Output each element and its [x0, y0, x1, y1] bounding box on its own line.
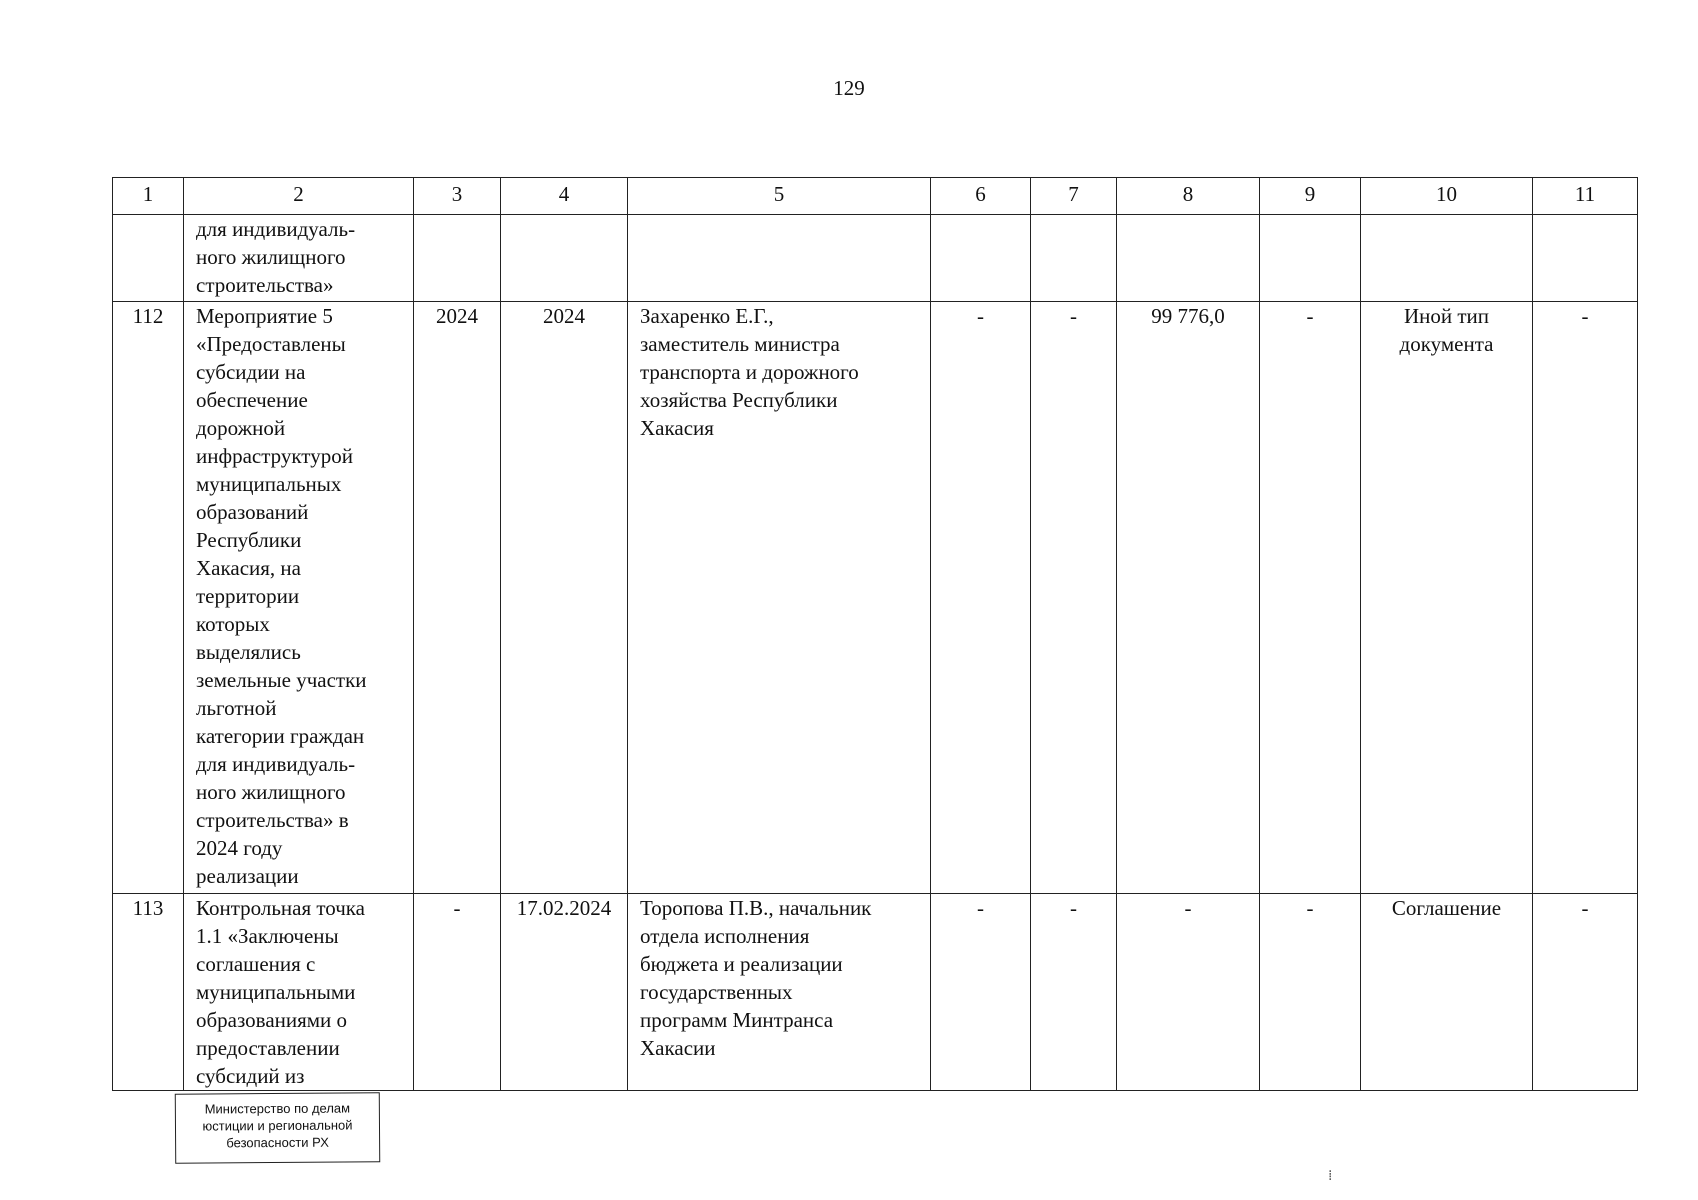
table-row: [113, 302, 1638, 894]
header-cell: 9: [1260, 178, 1361, 215]
cell-line: Хакасия: [640, 416, 714, 440]
cell-line: выделялись: [196, 640, 301, 664]
stamp-line: Министерство по делам: [204, 1100, 351, 1117]
cell-line: соглашения с: [196, 952, 316, 976]
end-date-cell: 2024: [501, 302, 628, 894]
cell-line: реализации: [196, 864, 299, 888]
empty-cell: [1117, 215, 1260, 302]
cell-line: муниципальных: [196, 472, 342, 496]
header-cell: 11: [1533, 178, 1638, 215]
value-cell: -: [1031, 302, 1117, 894]
responsible-cell: [628, 302, 931, 894]
cell-line: субсидии на: [196, 360, 306, 384]
start-year-cell: -: [414, 894, 501, 1091]
cell-line: бюджета и реализации: [640, 952, 843, 976]
cell-line: отдела исполнения: [640, 924, 810, 948]
header-cell: 10: [1361, 178, 1533, 215]
value-cell: -: [1260, 302, 1361, 894]
cell-line: Хакасия, на: [196, 556, 301, 580]
events-table: [112, 177, 1638, 1091]
value-cell: -: [931, 302, 1031, 894]
header-cell: 2: [184, 178, 414, 215]
value-cell: -: [1533, 302, 1638, 894]
start-year-cell: 2024: [414, 302, 501, 894]
cell-line: муниципальными: [196, 980, 356, 1004]
cell-line: 1.1 «Заключены: [196, 924, 339, 948]
cell-line: ного жилищного: [196, 780, 346, 804]
event-name-cell: [184, 302, 414, 894]
event-name-cell: [184, 215, 414, 302]
value-cell: -: [1533, 894, 1638, 1091]
cell-line: ного жилищного: [196, 245, 346, 269]
amount-cell: 99 776,0: [1117, 302, 1260, 894]
page-number: 129: [833, 76, 865, 100]
end-date-cell: 17.02.2024: [501, 894, 628, 1091]
value-cell: -: [1260, 894, 1361, 1091]
cell-line: инфраструктурой: [196, 444, 353, 468]
value-cell: -: [931, 894, 1031, 1091]
cell-line: льготной: [196, 696, 277, 720]
cell-line: «Предоставлены: [196, 332, 346, 356]
cell-line: 2024 году: [196, 836, 283, 860]
empty-cell: [1533, 215, 1638, 302]
stamp-line: юстиции и региональной: [202, 1117, 353, 1134]
header-cell: 1: [113, 178, 184, 215]
cell-line: для индивидуаль-: [196, 217, 356, 241]
empty-cell: [1361, 215, 1533, 302]
cell-line: программ Минтранса: [640, 1008, 834, 1032]
cell-line: Хакасии: [640, 1036, 716, 1060]
row-number: [113, 215, 184, 302]
row-number: 112: [113, 302, 184, 894]
empty-cell: [414, 215, 501, 302]
cell-line: которых: [196, 612, 270, 636]
cell-line: Мероприятие 5: [196, 304, 333, 328]
responsible-cell: [628, 894, 931, 1091]
cell-line: Соглашение: [1391, 896, 1502, 920]
cell-line: строительства» в: [196, 808, 349, 832]
cell-line: Республики: [196, 528, 302, 552]
stamp-line: безопасности РХ: [226, 1134, 329, 1151]
cell-line: для индивидуаль-: [196, 752, 356, 776]
header-cell: 4: [501, 178, 628, 215]
cell-line: образованиями о: [196, 1008, 348, 1032]
cell-line: Иной тип: [1403, 304, 1490, 328]
amount-cell: -: [1117, 894, 1260, 1091]
ministry-stamp: [175, 1092, 380, 1163]
empty-cell: [501, 215, 628, 302]
empty-cell: [628, 215, 931, 302]
cell-line: земельные участки: [196, 668, 367, 692]
cell-line: субсидий из: [196, 1064, 305, 1088]
cell-line: документа: [1399, 332, 1494, 356]
cell-line: строительства»: [196, 273, 334, 297]
cell-line: государственных: [640, 980, 793, 1004]
table-row: [113, 894, 1638, 1091]
header-cell: 8: [1117, 178, 1260, 215]
empty-cell: [1031, 215, 1117, 302]
document-type-cell: [1361, 894, 1533, 1091]
cell-line: обеспечение: [196, 388, 308, 412]
table-row: [113, 215, 1638, 302]
event-name-cell: [184, 894, 414, 1091]
cell-line: транспорта и дорожного: [640, 360, 859, 384]
cell-line: категории граждан: [196, 724, 365, 748]
row-number: 113: [113, 894, 184, 1091]
empty-cell: [931, 215, 1031, 302]
empty-cell: [1260, 215, 1361, 302]
header-cell: 7: [1031, 178, 1117, 215]
header-row: [113, 178, 1638, 215]
cell-line: Контрольная точка: [196, 896, 366, 920]
document-type-cell: [1361, 302, 1533, 894]
cell-line: территории: [196, 584, 300, 608]
cell-line: Захаренко Е.Г.,: [640, 304, 774, 328]
cell-line: заместитель министра: [640, 332, 840, 356]
header-cell: 6: [931, 178, 1031, 215]
header-cell: 3: [414, 178, 501, 215]
cell-line: хозяйства Республики: [640, 388, 838, 412]
header-cell: 5: [628, 178, 931, 215]
scan-speck: ⁞: [1328, 1168, 1333, 1184]
cell-line: Торопова П.В., начальник: [640, 896, 872, 920]
cell-line: дорожной: [196, 416, 286, 440]
cell-line: предоставлении: [196, 1036, 340, 1060]
value-cell: -: [1031, 894, 1117, 1091]
cell-line: образований: [196, 500, 309, 524]
